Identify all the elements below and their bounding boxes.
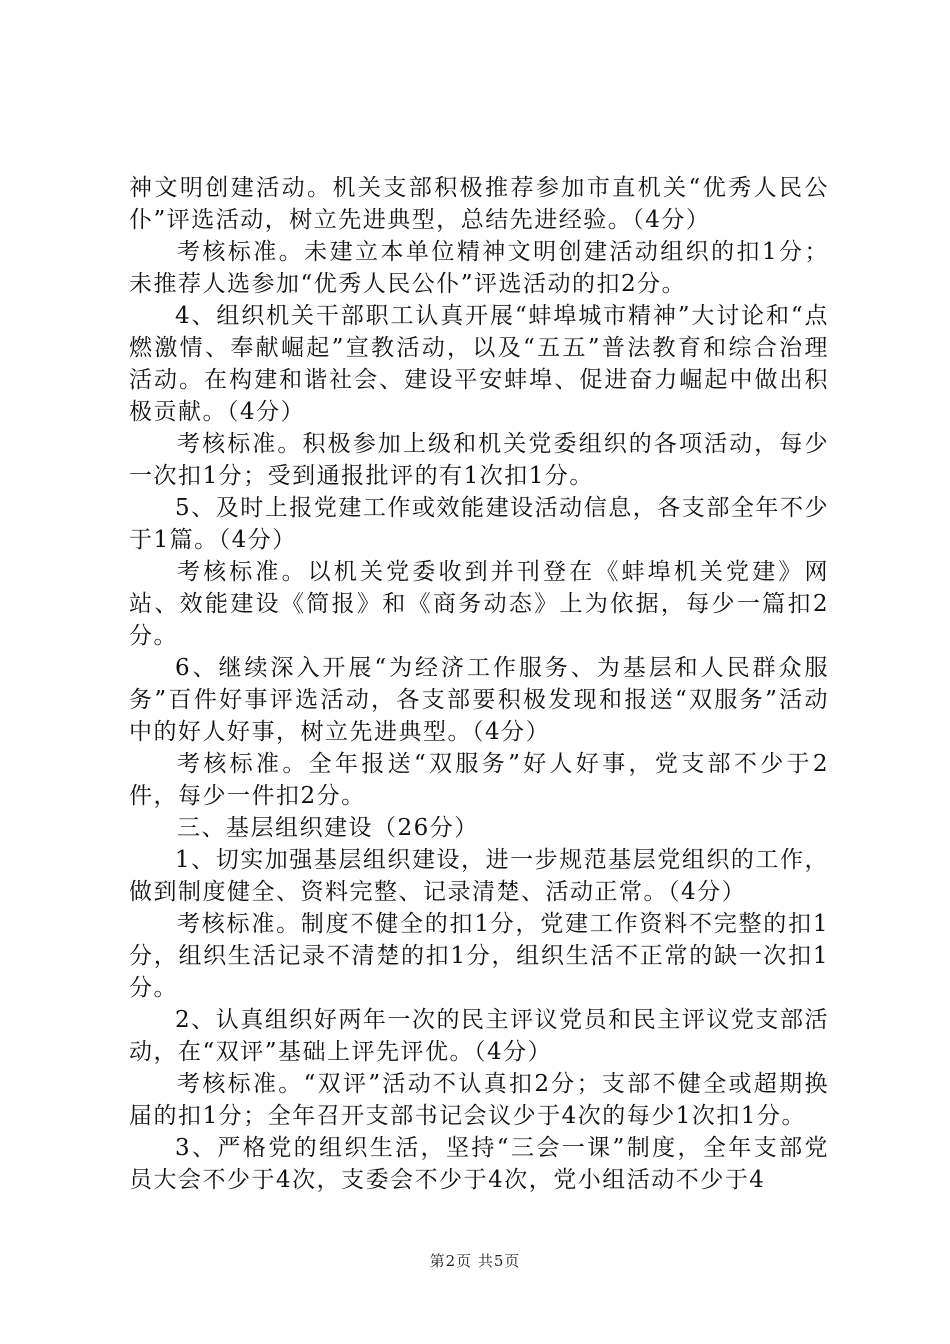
- paragraph-criteria-3: 考核标准。未建立本单位精神文明创建活动组织的扣1分；未推荐人选参加“优秀人民公仆”评选活动的扣2分。: [129, 239, 829, 297]
- document-body: [129, 172, 829, 1196]
- paragraph-criteria-5: 考核标准。以机关党委收到并刊登在《蚌埠机关党建》网站、效能建设《简报》和《商务动态》上为依据，每少一篇扣2分。: [129, 559, 829, 649]
- paragraph-item-5: 5、及时上报党建工作或效能建设活动信息，各支部全年不少于1篇。（4分）: [129, 495, 829, 553]
- paragraph-section3-item-1: 1、切实加强基层组织建设，进一步规范基层党组织的工作，做到制度健全、资料完整、记录清楚、活动正常。（4分）: [129, 847, 829, 905]
- paragraph-section3-criteria-2: 考核标准。“双评”活动不认真扣2分；支部不健全或超期换届的扣1分；全年召开支部书记会议少于4次的每少1次扣1分。: [129, 1071, 829, 1129]
- section-heading-3: 三、基层组织建设（26分）: [177, 815, 479, 841]
- paragraph-criteria-4: 考核标准。积极参加上级和机关党委组织的各项活动，每少一次扣1分；受到通报批评的有1次扣1分。: [129, 431, 829, 489]
- page-number-label: 第2页 共5页: [429, 1252, 521, 1270]
- paragraph-section3-item-2: 2、认真组织好两年一次的民主评议党员和民主评议党支部活动，在“双评”基础上评先评优。（4分）: [129, 1007, 829, 1065]
- paragraph-section3-criteria-1: 考核标准。制度不健全的扣1分，党建工作资料不完整的扣1分，组织生活记录不清楚的扣1分，组织生活不正常的缺一次扣1分。: [129, 911, 829, 1001]
- paragraph-criteria-6: 考核标准。全年报送“双服务”好人好事，党支部不少于2件，每少一件扣2分。: [129, 751, 829, 809]
- page-footer: [0, 1250, 950, 1271]
- paragraph-item-6: 6、继续深入开展“为经济工作服务、为基层和人民群众服务”百件好事评选活动，各支部要积极发现和报送“双服务”活动中的好人好事，树立先进典型。（4分）: [129, 655, 829, 745]
- paragraph-section3-item-3: 3、严格党的组织生活，坚持“三会一课”制度，全年支部党员大会不少于4次，支委会不少于4次，党小组活动不少于4: [129, 1135, 829, 1193]
- paragraph-continuation: 神文明创建活动。机关支部积极推荐参加市直机关“优秀人民公仆”评选活动，树立先进典型，总结先进经验。（4分）: [129, 175, 829, 233]
- paragraph-item-4: 4、组织机关干部职工认真开展“蚌埠城市精神”大讨论和“点燃激情、奉献崛起”宣教活动，以及“五五”普法教育和综合治理活动。在构建和谐社会、建设平安蚌埠、促进奋力崛起中做出积极贡献。（4分）: [129, 303, 829, 425]
